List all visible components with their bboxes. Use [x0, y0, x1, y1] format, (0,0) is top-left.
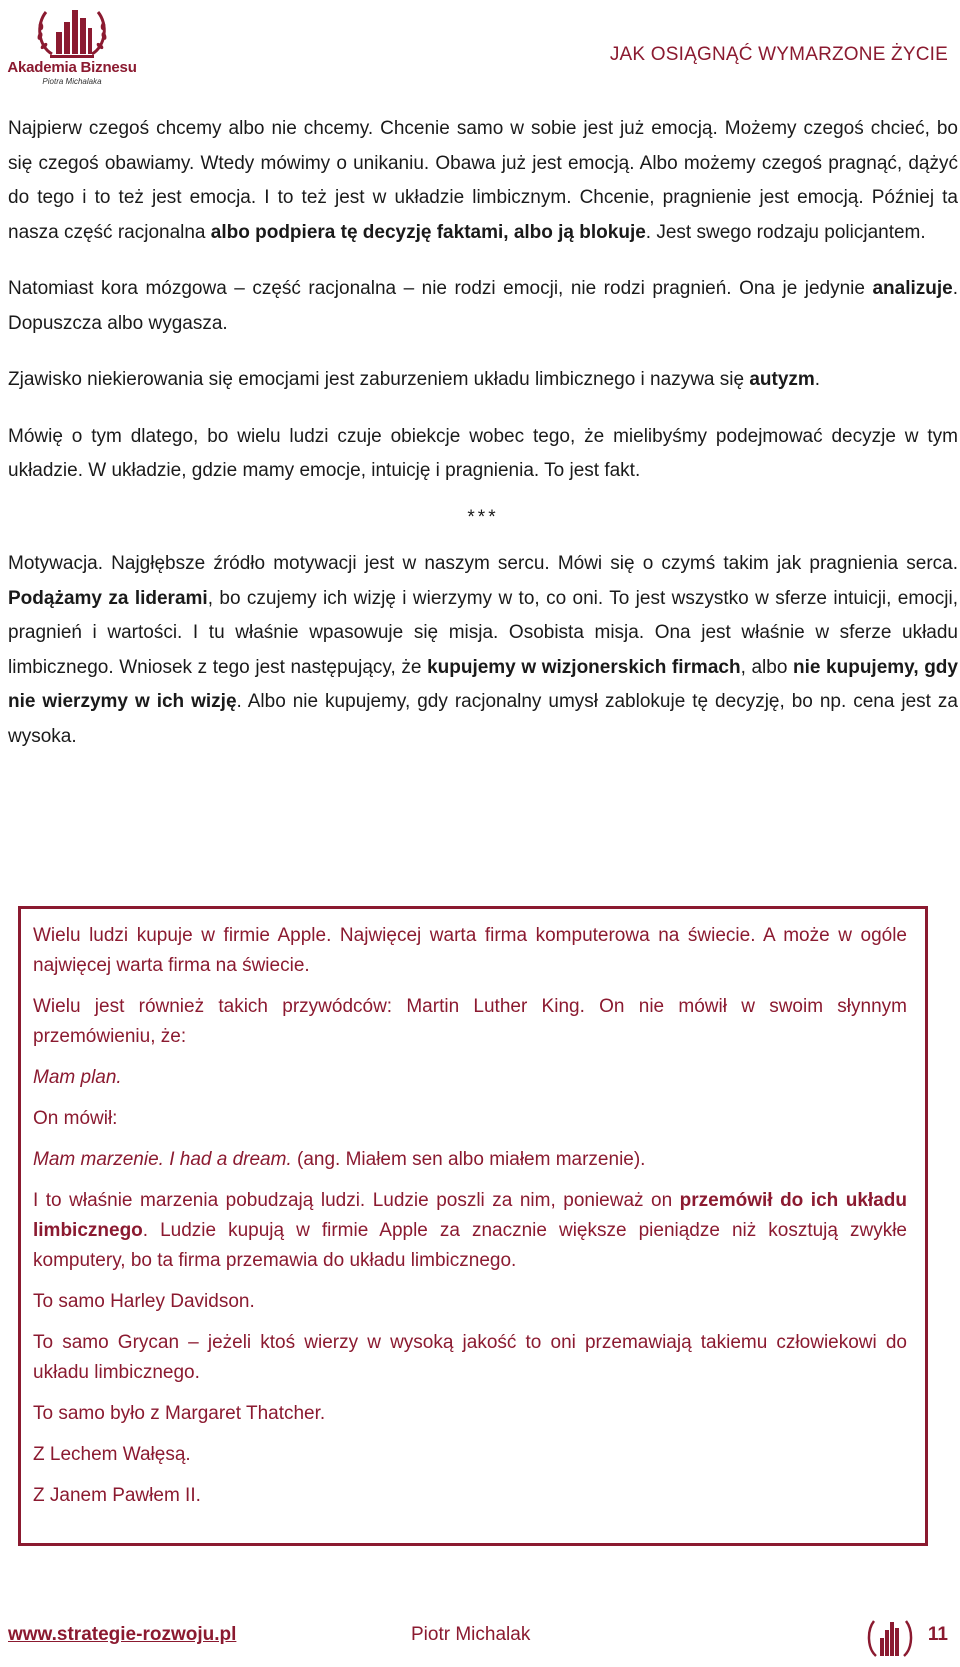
emphasis: przemówił do ich układu limbicznego	[33, 1190, 907, 1241]
header-title: JAK OSIĄGNĄĆ WYMARZONE ŻYCIE	[609, 44, 948, 65]
text: .	[814, 369, 821, 390]
document-body	[8, 112, 958, 776]
text: . Dopuszcza albo wygasza.	[8, 278, 958, 334]
logo-name: Akademia Biznesu	[7, 59, 137, 76]
box-paragraph	[33, 1186, 907, 1276]
emphasis: kupujemy w wizjonerskich firmach	[427, 656, 741, 678]
logo	[4, 2, 140, 86]
box-paragraph: Wielu ludzi kupuje w firmie Apple. Najwięcej warta firma komputerowa na świecie. A może w ogóle najwięcej warta firma na świecie.	[33, 925, 907, 976]
website-link[interactable]: www.strategie-rozwoju.pl	[8, 1624, 237, 1645]
text: Najpierw czegoś chcemy albo nie chcemy. Chcenie samo w sobie jest już emocją. Możemy czegoś chcieć, bo się czegoś obawiamy. Wtedy mówimy o unikaniu. Obawa już jest emocją. Albo możemy czegoś pragnąć, dążyć do tego i to też jest emocja. I to też jest w układzie limbicznym. Chcenie, pragnienie jest emocją. Później ta nasza część racjonalna	[8, 118, 958, 243]
paragraph	[8, 272, 958, 341]
emphasis: Podążamy za liderami	[8, 587, 208, 609]
paragraph: Mówię o tym dlatego, bo wielu ludzi czuje obiekcje wobec tego, że mielibyśmy podejmować decyzje w tym układzie. W układzie, gdzie mamy emocje, intuicję i pragnienia. To jest fakt.	[8, 425, 958, 481]
italic-text: Mam marzenie. I had a dream.	[33, 1149, 292, 1170]
emphasis: analizuje	[872, 278, 953, 299]
paragraph	[8, 363, 958, 398]
text: , bo czujemy ich wizję i wierzymy w to, co oni. To jest wszystko w sferze intuicji, emocji, pragnień i wartości. I tu właśnie wpasowuje się misja. Osobista misja. Ona jest właśnie w sferze układu limbicznego. Wniosek z tego jest następujący, że	[8, 587, 958, 678]
text: , albo	[740, 656, 793, 678]
emphasis: nie kupujemy, gdy nie wierzymy w ich wizję	[8, 656, 958, 712]
text: Natomiast kora mózgowa – część racjonalna – nie rodzi emocji, nie rodzi pragnień. Ona je jedynie	[8, 278, 873, 299]
text: . Albo nie kupujemy, gdy racjonalny umysł zablokuje tę decyzję, bo np. cena jest za wysoka.	[8, 691, 958, 747]
text: Motywacja. Najgłębsze źródło motywacji jest w naszym sercu. Mówi się o czymś takim jak pragnienia serca.	[8, 553, 958, 574]
italic-text: Mam plan.	[33, 1067, 122, 1088]
page-footer	[8, 1616, 948, 1660]
logo-subtitle: Piotra Michalaka	[42, 77, 102, 86]
box-paragraph: On mówił:	[33, 1108, 118, 1129]
paragraph	[8, 547, 958, 754]
paragraph	[8, 112, 958, 250]
box-paragraph: To samo Grycan – jeżeli ktoś wierzy w wysoką jakość to oni przemawiają takiemu człowiekowi do układu limbicznego.	[33, 1332, 907, 1383]
emphasis: albo podpiera tę decyzję faktami, albo ją blokuje	[210, 221, 646, 243]
emphasis: autyzm	[749, 369, 815, 390]
box-paragraph: Z Janem Pawłem II.	[33, 1485, 201, 1506]
box-paragraph	[33, 1063, 907, 1093]
box-paragraph: To samo Harley Davidson.	[33, 1291, 255, 1312]
text: Zjawisko niekierowania się emocjami jest zaburzeniem układu limbicznego i nazywa się	[8, 369, 750, 390]
section-separator: ***	[467, 506, 499, 528]
box-paragraph	[33, 1145, 907, 1175]
box-paragraph: Z Lechem Wałęsą.	[33, 1444, 191, 1465]
highlight-box	[18, 906, 928, 1546]
laurel-bar-chart-icon	[4, 2, 140, 62]
footer-author: Piotr Michalak	[411, 1624, 531, 1645]
laurel-bar-chart-icon	[864, 1616, 916, 1660]
text: . Jest swego rodzaju policjantem.	[645, 221, 926, 243]
text: . Ludzie kupują w firmie Apple za znacznie większe pieniądze niż kosztują zwykłe komputery, bo ta firma przemawia do układu limbicznego.	[33, 1220, 907, 1271]
box-paragraph: Wielu jest również takich przywódców: Martin Luther King. On nie mówił w swoim słynnym przemówieniu, że:	[33, 996, 907, 1047]
box-paragraph: To samo było z Margaret Thatcher.	[33, 1403, 326, 1424]
text: (ang. Miałem sen albo miałem marzenie).	[291, 1149, 646, 1170]
page-number: 11	[927, 1624, 948, 1645]
text: I to właśnie marzenia pobudzają ludzi. Ludzie poszli za nim, ponieważ on	[33, 1190, 680, 1211]
